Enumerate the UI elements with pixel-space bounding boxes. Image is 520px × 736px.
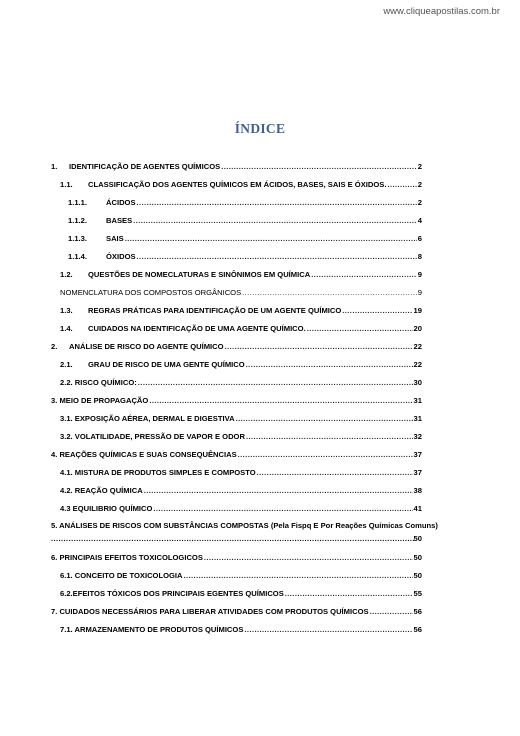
toc-title: IDENTIFICAÇÃO DE AGENTES QUÍMICOS [69, 162, 221, 171]
toc-entry-4-2[interactable] [60, 486, 422, 496]
toc-page: 41 [413, 504, 422, 513]
toc-page: 20 [413, 324, 422, 333]
toc-leader [51, 534, 414, 544]
toc-entry-1-1-4[interactable] [68, 252, 422, 262]
toc-entry-1-2[interactable] [60, 270, 422, 280]
toc-title: REGRAS PRÁTICAS PARA IDENTIFICAÇÃO DE UM AGENTE QUÍMICO [88, 306, 342, 315]
toc-title: 4.3 EQUILIBRIO QUÍMICO [60, 504, 153, 513]
toc-page: 50 [413, 534, 422, 543]
toc-title: 4.2. REAÇÃO QUÍMICA [60, 486, 143, 495]
toc-number: 1.1.3. [68, 234, 87, 243]
toc-leader [311, 270, 417, 280]
toc-title: 6.1. CONCEITO DE TOXICOLOGIA [60, 571, 183, 580]
toc-entry-6-2[interactable] [60, 589, 422, 599]
toc-leader [285, 589, 413, 599]
toc-leader [387, 180, 416, 190]
toc-page: 2 [417, 162, 422, 171]
toc-page: 9 [417, 288, 422, 297]
toc-title: CLASSIFICAÇÃO DOS AGENTES QUÍMICOS EM ÁCIDOS, BASES, SAIS E ÓXIDOS. [88, 180, 387, 189]
toc-entry-1[interactable] [51, 162, 422, 172]
toc-leader [153, 504, 412, 514]
toc-entry-2-1[interactable] [60, 360, 422, 370]
toc-title: 3.1. EXPOSIÇÃO AÉREA, DERMAL E DIGESTIVA [60, 414, 235, 423]
toc-page: 37 [413, 450, 422, 459]
toc-leader [236, 414, 413, 424]
toc-title: GRAU DE RISCO DE UMA GENTE QUÍMICO [88, 360, 245, 369]
toc-entry-1-1[interactable] [60, 180, 422, 190]
toc-leader [238, 450, 413, 460]
toc-title: NOMENCLATURA DOS COMPOSTOS ORGÂNICOS [60, 288, 242, 297]
toc-entry-nomenclatura[interactable] [60, 288, 422, 298]
toc-page: 19 [413, 306, 422, 315]
toc-page: 9 [417, 270, 422, 279]
toc-number: 2. [51, 342, 58, 351]
toc-leader [221, 162, 417, 172]
toc-page: 31 [413, 396, 422, 405]
toc-entry-3[interactable] [51, 396, 422, 406]
toc-title: 6. PRINCIPAIS EFEITOS TOXICOLOGICOS [51, 553, 203, 562]
toc-title: 3. MEIO DE PROPAGAÇÃO [51, 396, 149, 405]
toc-leader [244, 625, 412, 635]
toc-title: CUIDADOS NA IDENTIFICAÇÃO DE UMA AGENTE QUÍMICO. [88, 324, 306, 333]
toc-page: 22 [413, 360, 422, 369]
toc-title: 7.1. ARMAZENAMENTO DE PRODUTOS QUÍMICOS [60, 625, 244, 634]
toc-entry-4-1[interactable] [60, 468, 422, 478]
toc-title: BASES [106, 216, 133, 225]
toc-page: 2 [417, 180, 422, 189]
toc-title: 6.2.EFEITOS TÓXICOS DOS PRINCIPAIS EGENTES QUÍMICOS [60, 589, 284, 598]
toc-number: 1.2. [60, 270, 73, 279]
toc-page: 30 [413, 378, 422, 387]
toc-number: 1.3. [60, 306, 73, 315]
toc-page: 2 [417, 198, 422, 207]
toc-number: 1. [51, 162, 58, 171]
toc-page: 31 [413, 414, 422, 423]
toc-leader [246, 360, 413, 370]
toc-leader [133, 216, 417, 226]
toc-entry-1-4[interactable] [60, 324, 422, 334]
toc-entry-2[interactable] [51, 342, 422, 352]
toc-number: 1.1.1. [68, 198, 87, 207]
toc-number: 1.1.4. [68, 252, 87, 261]
toc-page: 22 [413, 342, 422, 351]
toc-leader [242, 288, 417, 298]
toc-entry-6-1[interactable] [60, 571, 422, 581]
toc-page: 38 [413, 486, 422, 495]
toc-entry-1-1-1[interactable] [68, 198, 422, 208]
toc-entry-3-1[interactable] [60, 414, 422, 424]
toc-leader [138, 378, 413, 388]
toc-page: 4 [417, 216, 422, 225]
toc-leader [144, 486, 413, 496]
toc-leader [137, 252, 417, 262]
toc-title: QUESTÕES DE NOMECLATURAS E SINÔNIMOS EM QUÍMICA [88, 270, 311, 279]
toc-leader [342, 306, 412, 316]
toc-number: 2.1. [60, 360, 73, 369]
toc-entry-7[interactable] [51, 607, 422, 617]
toc-leader [204, 553, 413, 563]
toc-entry-3-2[interactable] [60, 432, 422, 442]
toc-page: 56 [413, 607, 422, 616]
toc-entry-1-1-3[interactable] [68, 234, 422, 244]
toc-leader [149, 396, 412, 406]
toc-entry-4-3[interactable] [60, 504, 422, 514]
toc-leader [370, 607, 413, 617]
toc-title: ÁCIDOS [106, 198, 136, 207]
toc-title: 4. REAÇÕES QUÍMICAS E SUAS CONSEQUÊNCIAS [51, 450, 237, 459]
toc-leader-line [51, 534, 422, 544]
toc-page: 37 [413, 468, 422, 477]
toc-page: 55 [413, 589, 422, 598]
toc-title: 3.2. VOLATILIDADE, PRESSÃO DE VAPOR E ODOR [60, 432, 245, 441]
page-title: ÍNDICE [234, 121, 286, 136]
toc-title: ÓXIDOS [106, 252, 136, 261]
toc-entry-7-1[interactable] [60, 625, 422, 635]
site-url[interactable]: www.cliqueapostilas.com.br [383, 6, 500, 17]
toc-title: 2.2. RISCO QUÍMICO: [60, 378, 137, 387]
toc-title: 4.1. MISTURA DE PRODUTOS SIMPLES E COMPOSTO [60, 468, 256, 477]
toc-title: SAIS [106, 234, 124, 243]
toc-leader [246, 432, 413, 442]
toc-page: 6 [417, 234, 422, 243]
toc-leader [184, 571, 413, 581]
toc-number: 1.4. [60, 324, 73, 333]
toc-leader [137, 198, 417, 208]
toc-leader [257, 468, 413, 478]
toc-page: 50 [413, 553, 422, 562]
toc-leader [307, 324, 413, 334]
toc-entry-4[interactable] [51, 450, 422, 460]
toc-entry-6[interactable] [51, 553, 422, 563]
toc-leader [125, 234, 417, 244]
toc-number: 1.1. [60, 180, 73, 189]
toc-page: 50 [413, 571, 422, 580]
toc-leader [225, 342, 413, 352]
toc-entry-2-2[interactable] [60, 378, 422, 388]
toc-number: 1.1.2. [68, 216, 87, 225]
toc-title: ANÁLISE DE RISCO DO AGENTE QUÍMICO [69, 342, 224, 351]
toc-page: 56 [413, 625, 422, 634]
toc-page: 32 [413, 432, 422, 441]
toc-title: 5. ANÁLISES DE RISCOS COM SUBSTÂNCIAS COMPOSTAS (Pela Fispq E Por Reações Químicas Comuns) [51, 521, 438, 530]
toc-page: 8 [417, 252, 422, 261]
toc-entry-1-1-2[interactable] [68, 216, 422, 226]
toc-title: 7. CUIDADOS NECESSÁRIOS PARA LIBERAR ATIVIDADES COM PRODUTOS QUÍMICOS [51, 607, 369, 616]
toc-entry-1-3[interactable] [60, 306, 422, 316]
